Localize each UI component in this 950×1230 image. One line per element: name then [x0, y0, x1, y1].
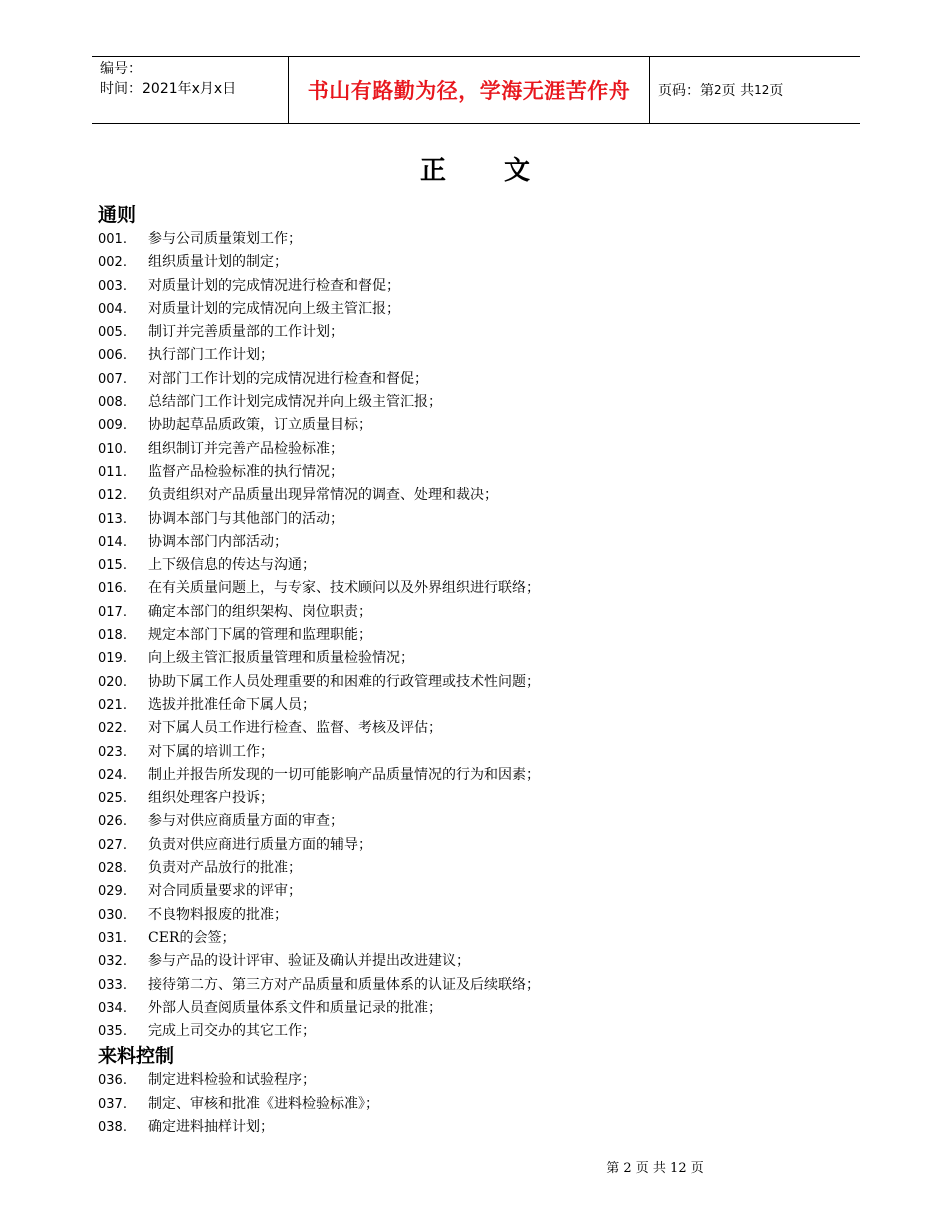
item-number: 023.	[98, 744, 127, 760]
motto: 书山有路勤为径，学海无涯苦作舟	[307, 79, 631, 103]
list-item	[98, 834, 858, 857]
item-text: 对下属的培训工作；	[148, 743, 274, 760]
list-item	[98, 251, 858, 274]
section-heading: 通则	[98, 204, 137, 226]
list-item	[98, 741, 858, 764]
item-number: 018.	[98, 628, 127, 644]
item-number: 021.	[98, 697, 127, 713]
item-text: 向上级主管汇报质量管理和质量检验情况；	[148, 650, 414, 667]
header-meta	[92, 57, 288, 123]
list-item	[98, 368, 858, 391]
list-item	[98, 764, 858, 787]
list-item	[98, 810, 858, 833]
header-page-info	[650, 57, 860, 123]
item-text: 接待第二方、第三方对产品质量和质量体系的认证及后续联络；	[148, 976, 540, 993]
list-item	[98, 624, 858, 647]
item-number: 013.	[98, 511, 127, 527]
list-item	[98, 461, 858, 484]
item-number: 014.	[98, 534, 127, 550]
item-number: 005.	[98, 325, 127, 341]
item-number: 004.	[98, 301, 127, 317]
item-number: 017.	[98, 604, 127, 620]
item-text: 完成上司交办的其它工作；	[148, 1023, 316, 1040]
item-text: 负责对供应商进行质量方面的辅导；	[148, 836, 372, 853]
item-number: 019.	[98, 651, 127, 667]
item-text: 确定进料抽样计划；	[148, 1118, 274, 1135]
item-number: 006.	[98, 348, 127, 364]
item-text: 负责对产品放行的批准；	[148, 860, 302, 877]
item-text: 对质量计划的完成情况向上级主管汇报；	[148, 300, 400, 317]
item-number: 007.	[98, 371, 127, 387]
item-number: 003.	[98, 278, 127, 294]
item-text: 确定本部门的组织架构、岗位职责；	[148, 603, 372, 620]
list-item	[98, 997, 858, 1020]
list-item	[98, 857, 858, 880]
item-text: 对质量计划的完成情况进行检查和督促；	[148, 277, 400, 294]
item-number: 020.	[98, 674, 127, 690]
item-number: 027.	[98, 837, 127, 853]
list-item	[98, 717, 858, 740]
page-prefix: 页码：第	[658, 83, 714, 99]
list-item	[98, 1116, 858, 1139]
item-text: 参与公司质量策划工作；	[148, 231, 302, 247]
item-number: 009.	[98, 418, 127, 434]
list-item	[98, 974, 858, 997]
list-item	[98, 787, 858, 810]
item-number: 001.	[98, 232, 127, 247]
item-text: 监督产品检验标准的执行情况；	[148, 463, 344, 480]
header-motto-cell	[288, 57, 650, 123]
page-footer: 第 2 页 共 12 页	[606, 1161, 704, 1176]
page-current: 2	[714, 83, 722, 97]
item-number: 025.	[98, 791, 127, 807]
item-text: 上下级信息的传达与沟通；	[148, 557, 316, 574]
item-text: 执行部门工作计划；	[148, 347, 274, 364]
item-text: 规定本部门下属的管理和监理职能；	[148, 627, 372, 644]
item-number: 015.	[98, 558, 127, 574]
list-item	[98, 344, 858, 367]
page-total: 12	[754, 83, 770, 97]
item-text: 在有关质量问题上，与专家、技术顾问以及外界组织进行联络；	[148, 580, 540, 597]
item-number: 016.	[98, 581, 127, 597]
list-item	[98, 321, 858, 344]
list-item	[98, 904, 858, 927]
item-text: 制定、审核和批准《进料检验标准》；	[148, 1095, 379, 1112]
item-text: 负责组织对产品质量出现异常情况的调查、处理和裁决；	[148, 487, 498, 504]
item-number: 026.	[98, 814, 127, 830]
item-text: 制止并报告所发现的一切可能影响产品质量情况的行为和因素；	[148, 766, 540, 783]
item-number: 034.	[98, 1000, 127, 1016]
item-text: 选拔并批准任命下属人员；	[148, 696, 316, 713]
item-number: 032.	[98, 954, 127, 970]
list-item	[98, 298, 858, 321]
list-item	[98, 531, 858, 554]
page-suffix: 页	[769, 83, 784, 99]
item-text: 协调本部门与其他部门的活动；	[148, 510, 344, 527]
item-text: 对部门工作计划的完成情况进行检查和督促；	[148, 370, 428, 387]
list-item	[98, 1069, 858, 1092]
number-label: 编号：	[100, 61, 142, 77]
page-header	[92, 56, 860, 124]
item-number: 031.	[98, 930, 127, 946]
item-text: 不良物料报废的批准；	[148, 906, 288, 923]
item-text: 制定进料检验和试验程序；	[148, 1072, 316, 1089]
item-text: 对下属人员工作进行检查、监督、考核及评估；	[148, 720, 442, 737]
item-number: 033.	[98, 977, 127, 993]
item-number: 022.	[98, 721, 127, 737]
item-number: 035.	[98, 1024, 127, 1040]
list-item	[98, 880, 858, 903]
item-text: 对合同质量要求的评审；	[148, 883, 302, 900]
list-item	[98, 228, 858, 251]
list-item	[98, 671, 858, 694]
item-text: 组织处理客户投诉；	[148, 790, 274, 807]
list-item	[98, 484, 858, 507]
list-item	[98, 508, 858, 531]
list-item	[98, 438, 858, 461]
list-item	[98, 275, 858, 298]
item-text: 总结部门工作计划完成情况并向上级主管汇报；	[148, 394, 442, 411]
item-number: 038.	[98, 1119, 127, 1135]
list-item	[98, 554, 858, 577]
list-item	[98, 647, 858, 670]
item-text: 参与产品的设计评审、验证及确认并提出改进建议；	[148, 953, 470, 970]
list-item	[98, 601, 858, 624]
list-item	[98, 577, 858, 600]
page-mid: 页 共	[721, 83, 755, 99]
list-item	[98, 1020, 858, 1043]
item-text: CER的会签；	[148, 929, 236, 946]
page-title: 正文	[419, 156, 588, 186]
list-item	[98, 694, 858, 717]
item-number: 011.	[98, 464, 127, 480]
document-body	[98, 202, 858, 1139]
item-number: 002.	[98, 255, 127, 271]
item-text: 协助起草品质政策，订立质量目标；	[148, 417, 372, 434]
list-item	[98, 1093, 858, 1116]
item-number: 024.	[98, 767, 127, 783]
list-item	[98, 927, 858, 950]
item-number: 029.	[98, 884, 127, 900]
item-number: 012.	[98, 488, 127, 504]
list-item	[98, 950, 858, 973]
item-number: 037.	[98, 1096, 127, 1112]
item-number: 010.	[98, 441, 127, 457]
item-number: 028.	[98, 861, 127, 877]
time-line: 时间：2021年x月x日	[100, 81, 237, 97]
section-heading: 来料控制	[98, 1045, 175, 1068]
item-text: 协调本部门内部活动；	[148, 533, 288, 550]
item-text: 外部人员查阅质量体系文件和质量记录的批准；	[148, 999, 442, 1016]
item-text: 制订并完善质量部的工作计划；	[148, 324, 344, 341]
list-item	[98, 391, 858, 414]
list-item	[98, 414, 858, 437]
item-text: 组织制订并完善产品检验标准；	[148, 440, 344, 457]
item-number: 030.	[98, 907, 127, 923]
item-text: 组织质量计划的制定；	[148, 254, 288, 271]
item-number: 008.	[98, 395, 127, 411]
item-number: 036.	[98, 1073, 127, 1089]
item-text: 协助下属工作人员处理重要的和困难的行政管理或技术性问题；	[148, 673, 540, 690]
item-text: 参与对供应商质量方面的审查；	[148, 813, 344, 830]
